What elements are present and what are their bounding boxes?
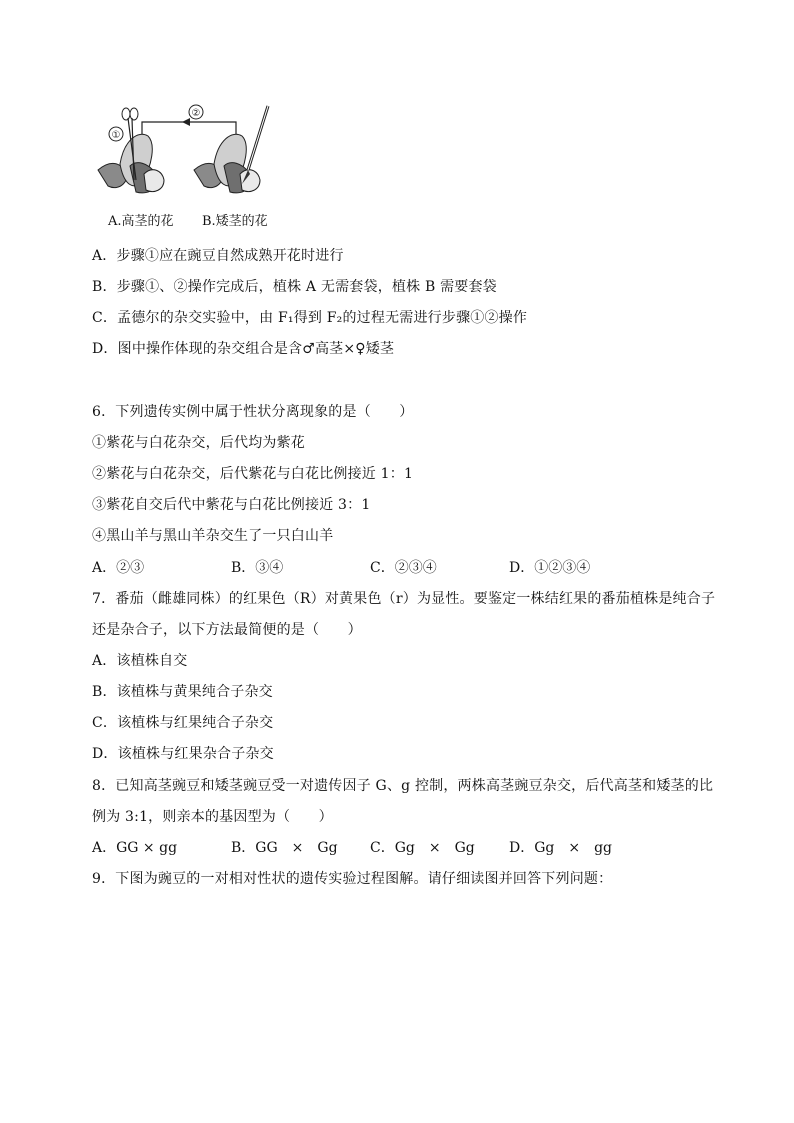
q7-stem-line-2: 还是杂合子，以下方法最简便的是（ ）: [92, 622, 362, 638]
q5-option-b: B．步骤①、②操作完成后，植株 A 无需套袋，植株 B 需要套袋: [92, 279, 497, 295]
q7-option-c: C．该植株与红果纯合子杂交: [92, 715, 274, 731]
caption-tall-flower: A.高茎的花: [108, 214, 174, 229]
pea-flower-illustration: [90, 100, 290, 210]
q8-option-d: D．Gg × gg: [509, 840, 613, 856]
q8-stem-line-1: 8．已知高茎豌豆和矮茎豌豆受一对遗传因子 G、g 控制，两株高茎豌豆杂交，后代高茎和矮茎的比: [92, 778, 714, 794]
q8-option-a: A．GG × gg: [92, 840, 178, 856]
q8-options-row: [92, 838, 732, 858]
q5-option-d: D．图中操作体现的杂交组合是含♂高茎×♀矮茎: [92, 341, 395, 357]
q6-item-4: ④黑山羊与黑山羊杂交生了一只白山羊: [92, 528, 334, 544]
q5-option-a: A．步骤①应在豌豆自然成熟开花时进行: [92, 248, 344, 264]
step-1-marker: ①: [111, 130, 121, 141]
q5-option-c: C．孟德尔的杂交实验中，由 F₁得到 F₂的过程无需进行步骤①②操作: [92, 310, 528, 326]
q7-option-d: D．该植株与红果杂合子杂交: [92, 746, 274, 762]
q6-stem: 6．下列遗传实例中属于性状分离现象的是（ ）: [92, 404, 414, 420]
q6-option-d: D．①②③④: [509, 560, 591, 576]
short-flower-b: [191, 106, 268, 193]
q8-option-c: C．Gg × Gg: [370, 840, 475, 856]
q8-stem-line-2: 例为 3:1，则亲本的基因型为（ ）: [92, 809, 333, 825]
q6-option-b: B．③④: [231, 560, 284, 576]
step-2-marker: ②: [191, 108, 201, 119]
caption-short-flower: B.矮茎的花: [202, 214, 268, 229]
q8-option-b: B．GG × Gg: [231, 840, 338, 856]
q6-option-c: C．②③④: [370, 560, 437, 576]
pea-cross-figure: [90, 100, 290, 230]
q7-stem-line-1: 7．番茄（雌雄同株）的红果色（R）对黄果色（r）为显性。要鉴定一株结红果的番茄植株是纯合子: [92, 591, 716, 607]
q6-options-row: [92, 558, 732, 578]
q7-option-b: B．该植株与黄果纯合子杂交: [92, 684, 273, 700]
q6-option-a: A．②③: [92, 560, 145, 576]
q6-item-2: ②紫花与白花杂交，后代紫花与白花比例接近 1：1: [92, 466, 414, 482]
q7-option-a: A．该植株自交: [92, 653, 188, 669]
q6-item-3: ③紫花自交后代中紫花与白花比例接近 3：1: [92, 497, 371, 513]
q6-item-1: ①紫花与白花杂交，后代均为紫花: [92, 435, 305, 451]
q9-stem: 9．下图为豌豆的一对相对性状的遗传实验过程图解。请仔细读图并回答下列问题：: [92, 871, 613, 887]
tall-flower-a: [98, 108, 164, 193]
